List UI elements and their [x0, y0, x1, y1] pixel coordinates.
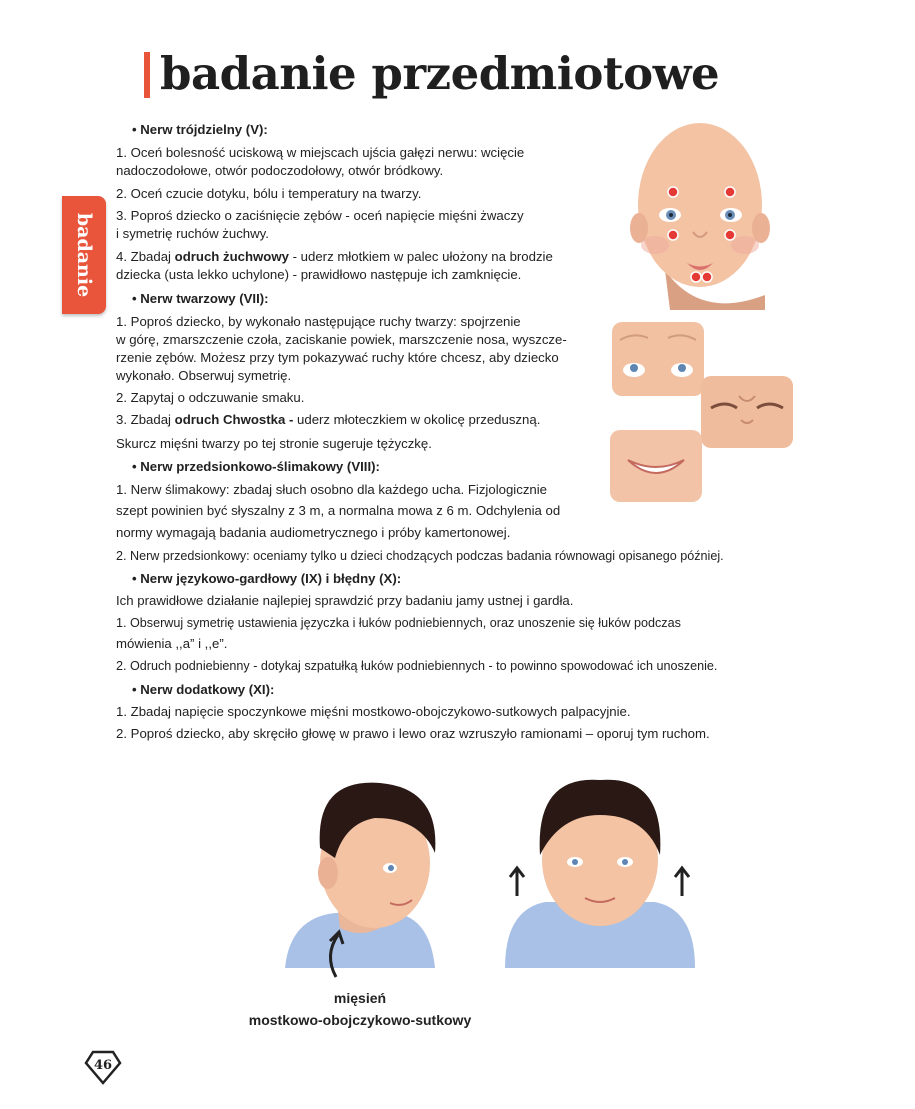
text-line: wykonało. Obserwuj symetrię. [116, 368, 292, 383]
text-line-mixed [116, 411, 540, 429]
text-line: 1. Poproś dziecko, by wykonało następujące ruchy twarzy: spojrzenie [116, 314, 521, 329]
caption-line-1: mięsień [333, 990, 387, 1006]
text-fragment: 4. Zbadaj [116, 249, 175, 264]
text-line: normy wymagają badania audiometrycznego i próby kamertonowej. [116, 525, 511, 540]
text-fragment: - uderz młotkiem w palec ułożony na brodzie [288, 249, 553, 264]
text-line: 1. Zbadaj napięcie spoczynkowe mięśni mostkowo-obojczykowo-sutkowych palpacyjnie. [116, 704, 631, 719]
text-line: 2. Poproś dziecko, aby skręciło głowę w prawo i lewo oraz wzruszyło ramionami – oporuj tym ruchom. [116, 726, 710, 741]
text-line: 1. Nerw ślimakowy: zbadaj słuch osobno dla każdego ucha. Fizjologicznie [116, 482, 548, 497]
text-line: mówienia ,,a” i ,,e”. [116, 636, 228, 651]
text-line: nadoczodołowe, otwór podoczodołowy, otwór bródkowy. [116, 163, 444, 178]
text-line: 1. Oceń bolesność uciskową w miejscach ujścia gałęzi nerwu: wcięcie [116, 145, 525, 160]
section-heading-vii: • Nerw twarzowy (VII): [132, 291, 269, 306]
text-line: Skurcz mięśni twarzy po tej stronie sugeruje tężyczkę. [116, 436, 432, 451]
baby-face-illustration [625, 120, 775, 310]
side-tab-label: badanie [73, 212, 95, 298]
text-fragment: uderz młoteczkiem w okolicę przeduszną. [293, 412, 541, 427]
page-title: badanie przedmiotowe [160, 47, 720, 100]
shrug-arrows [500, 860, 700, 900]
face-eyes-up-thumbnail [612, 322, 704, 396]
page-number: 46 [93, 1058, 113, 1073]
text-line: dziecka (usta lekko uchylone) - prawidłowo następuje ich zamknięcie. [116, 267, 522, 282]
text-line: 1. Obserwuj symetrię ustawienia języczka i łuków podniebiennych, oraz unoszenie się łuków podczas [116, 616, 681, 630]
text-fragment: 3. Zbadaj [116, 412, 175, 427]
muscle-pointer-arrow [322, 925, 352, 980]
text-line: 2. Zapytaj o odczuwanie smaku. [116, 390, 305, 405]
text-emphasis: odruch Chwostka - [174, 412, 294, 427]
boy-head-turned-illustration [280, 768, 445, 968]
text-line: 2. Odruch podniebienny - dotykaj szpatułką łuków podniebiennych - to powinno spowodować ich unoszenie. [116, 659, 718, 673]
section-heading-viii: • Nerw przedsionkowo-ślimakowy (VIII): [132, 459, 380, 474]
text-line: Ich prawidłowe działanie najlepiej sprawdzić przy badaniu jamy ustnej i gardła. [116, 593, 574, 608]
caption-line-2: mostkowo-obojczykowo-sutkowy [248, 1012, 472, 1028]
section-heading-v: • Nerw trójdzielny (V): [132, 122, 268, 137]
text-line: 3. Poproś dziecko o zaciśnięcie zębów - oceń napięcie mięśni żwaczy [116, 208, 524, 223]
section-heading-xi: • Nerw dodatkowy (XI): [132, 682, 275, 697]
side-tab [62, 196, 106, 314]
title-accent-bar [144, 52, 150, 98]
text-line: rzenie zębów. Możesz przy tym pokazywać ruchy które chcesz, aby dziecko [116, 350, 559, 365]
text-line: 2. Nerw przedsionkowy: oceniamy tylko u dzieci chodzących podczas badania równowagi opisanego później. [116, 549, 724, 563]
text-line: w górę, zmarszczenie czoła, zaciskanie powiek, marszczenie nosa, wyszcze- [116, 332, 567, 347]
face-squint-thumbnail [701, 376, 793, 448]
text-emphasis: odruch żuchwowy [174, 249, 289, 264]
text-line: i symetrię ruchów żuchwy. [116, 226, 269, 241]
page-number-badge [84, 1049, 122, 1085]
text-line: 2. Oceń czucie dotyku, bólu i temperatury na twarzy. [116, 186, 422, 201]
text-line-mixed [116, 248, 553, 266]
face-teeth-thumbnail [610, 430, 702, 502]
text-line: szept powinien być słyszalny z 3 m, a normalna mowa z 6 m. Odchylenia od [116, 503, 561, 518]
section-heading-ix: • Nerw językowo-gardłowy (IX) i błędny (X): [132, 571, 402, 586]
